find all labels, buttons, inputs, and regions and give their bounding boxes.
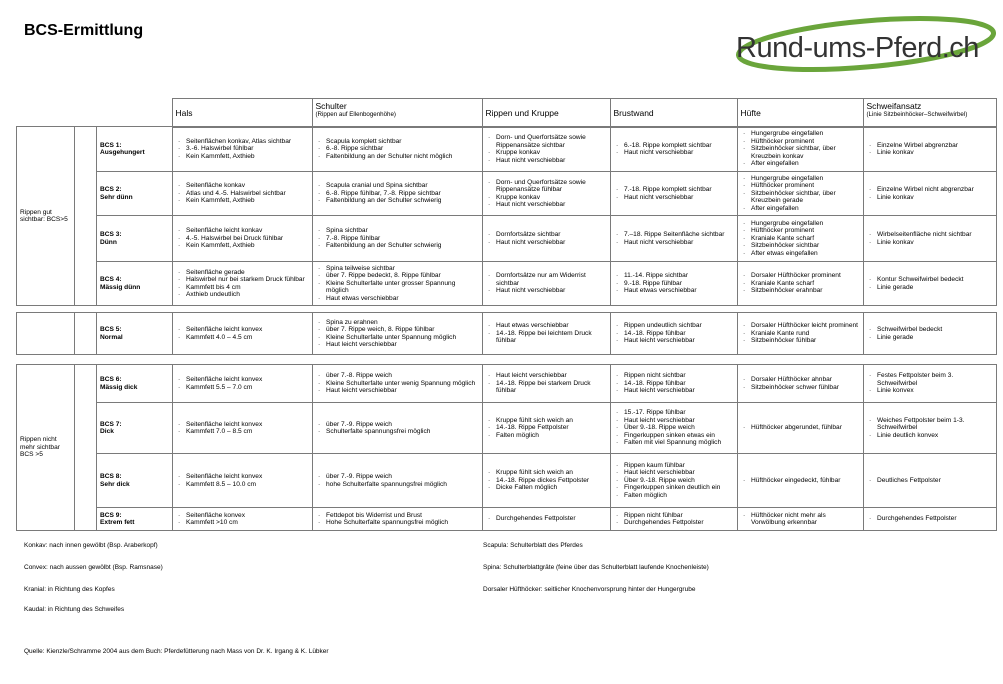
criterion-item: · Hungergrube eingefallen <box>741 130 860 138</box>
criterion-item: · Kruppe fühlt sich weich an <box>486 417 607 425</box>
criterion-item: · 14.-18. Rippe dickes Fettpolster <box>486 477 607 485</box>
criterion-item: · After eingefallen <box>741 205 860 213</box>
cell-huefte <box>738 403 864 454</box>
criterion-item: · Sitzbeinhöcker schwer fühlbar <box>741 384 860 392</box>
criterion-item: · 6.-18. Rippe komplett sichtbar <box>614 142 734 150</box>
criterion-item: · Kammfett >10 cm <box>176 519 309 527</box>
criterion-item: · Sitzbeinhöcker sichtbar <box>741 242 860 250</box>
criterion-item: · Hüfthöcker prominent <box>741 182 860 190</box>
criterion-item: · Dicke Falten möglich <box>486 484 607 492</box>
page-title: BCS-Ermittlung <box>24 22 144 39</box>
cell-hals <box>173 508 313 531</box>
column-header-schulter: Schulter (Rippen auf Ellenbogenhöhe) <box>312 99 482 128</box>
criterion-item: · Haut leicht verschiebbar <box>614 469 734 477</box>
criterion-item: · 7.–18. Rippe Seitenfläche sichtbar <box>614 231 734 239</box>
criterion-item: · Haut nicht verschiebbar <box>486 157 607 165</box>
criterion-item: · 7.-8. Rippe fühlbar <box>316 235 479 243</box>
criterion-item: · Kraniale Kante scharf <box>741 280 860 288</box>
criterion-item: · Seitenfläche leicht konvex <box>176 376 309 384</box>
criterion-item: · Faltenbildung an der Schulter schwierig <box>316 242 479 250</box>
group-vertical-thin <box>75 127 97 306</box>
bcs-thin-table <box>16 126 997 306</box>
cell-schweifansatz <box>864 508 997 531</box>
criterion-item: · After etwas eingefallen <box>741 250 860 258</box>
criterion-item: · Dorn- und Querfortsätze sowie Rippenansätze fühlbar <box>486 179 607 194</box>
cell-schulter <box>313 216 483 262</box>
criterion-item: · 6.-8. Rippe fühlbar, 7.-8. Rippe sichtbar <box>316 190 479 198</box>
criterion-item: · hohe Schulterfalte spannungsfrei möglich <box>316 481 479 489</box>
criterion-item: · Dornfortsätze nur am Widerrist sichtbar <box>486 272 607 287</box>
cell-hals <box>173 313 313 355</box>
group-vertical-thick <box>75 365 97 531</box>
criterion-item: · Hungergrube eingefallen <box>741 220 860 228</box>
criterion-item: · Kleine Schulterfalte unter Spannung möglich <box>316 334 479 342</box>
cell-huefte <box>738 262 864 306</box>
cell-schulter <box>313 313 483 355</box>
criterion-item: · Axthieb undeutlich <box>176 291 309 299</box>
criterion-item: · Haut leicht verschiebbar <box>486 372 607 380</box>
cell-huefte <box>738 454 864 508</box>
criterion-item: · Dorsaler Hüfthöcker leicht prominent <box>741 322 860 330</box>
criterion-item: · Atlas und 4.-5. Halswirbel sichtbar <box>176 190 309 198</box>
cell-huefte <box>738 313 864 355</box>
criterion-item: · über 7.-9. Rippe weich <box>316 473 479 481</box>
criterion-item: · Sitzbeinhöcker fühlbar <box>741 337 860 345</box>
cell-schulter <box>313 454 483 508</box>
criterion-item: · 14.-18. Rippe bei starkem Druck fühlbar <box>486 380 607 395</box>
cell-rippen <box>483 365 611 403</box>
criterion-item: · Haut leicht verschiebbar <box>316 341 479 349</box>
criterion-item: · Fettdepot bis Widerrist und Brust <box>316 512 479 520</box>
criterion-item: · Hüfthöcker prominent <box>741 227 860 235</box>
criterion-item: · Falten möglich <box>486 432 607 440</box>
criterion-item: · Scapula komplett sichtbar <box>316 138 479 146</box>
cell-schulter <box>313 262 483 306</box>
criterion-item: · Faltenbildung an der Schulter nicht möglich <box>316 153 479 161</box>
cell-rippen <box>483 216 611 262</box>
criterion-item: · Hüfthöcker prominent <box>741 138 860 146</box>
criterion-item: · Linie konkav <box>867 194 993 202</box>
criterion-item: · Haut etwas verschiebbar <box>614 287 734 295</box>
definition-kaudal: Kaudal: in Richtung des Schweifes <box>24 606 125 613</box>
criterion-item: · Dorsaler Hüfthöcker prominent <box>741 272 860 280</box>
criterion-item: · Spina teilweise sichtbar <box>316 265 479 273</box>
criterion-item: · Linie konvex <box>867 387 993 395</box>
cell-huefte <box>738 216 864 262</box>
bcs-label: BCS 9: Extrem fett <box>97 508 173 531</box>
criterion-item: · Kruppe konkav <box>486 149 607 157</box>
cell-rippen <box>483 508 611 531</box>
criterion-item: · Kleine Schulterfalte unter wenig Spannung möglich <box>316 380 479 388</box>
criterion-item: · Falten möglich <box>614 492 734 500</box>
criterion-item: · Haut nicht verschiebbar <box>486 201 607 209</box>
cell-hals <box>173 127 313 172</box>
criterion-item: · über 7. Rippe weich, 8. Rippe fühlbar <box>316 326 479 334</box>
criterion-item: · Dorn- und Querfortsätze sowie Rippenansätze sichtbar <box>486 134 607 149</box>
criterion-item: · Kammfett 4.0 – 4.5 cm <box>176 334 309 342</box>
criterion-item: · Haut leicht verschiebbar <box>316 387 479 395</box>
criterion-item: · 4.-5. Halswirbel bei Druck fühlbar <box>176 235 309 243</box>
cell-brustwand <box>611 172 738 216</box>
cell-schulter <box>313 365 483 403</box>
criterion-item: · 3.-6. Halswirbel fühlbar <box>176 145 309 153</box>
criterion-item: · Wirbelseitenfläche nicht sichtbar <box>867 231 993 239</box>
definition-konkav: Konkav: nach innen gewölbt (Bsp. Araberkopf) <box>24 542 158 549</box>
criterion-item: · Haut leicht verschiebbar <box>614 417 734 425</box>
criterion-item: · Sitzbeinhöcker sichtbar, über Kreuzbein gerade <box>741 190 860 205</box>
criterion-item: · Fingerkuppen sinken deutlich ein <box>614 484 734 492</box>
cell-brustwand <box>611 454 738 508</box>
criterion-item: · Kruppe fühlt sich weich an <box>486 469 607 477</box>
criterion-item: · Spina zu erahnen <box>316 319 479 327</box>
cell-schweifansatz <box>864 172 997 216</box>
cell-hals <box>173 262 313 306</box>
criterion-item: · Kammfett 5.5 – 7.0 cm <box>176 384 309 392</box>
cell-brustwand <box>611 508 738 531</box>
criterion-item: · Fingerkuppen sinken etwas ein <box>614 432 734 440</box>
criterion-item: · Linie deutlich konvex <box>867 432 993 440</box>
criterion-item: · Seitenflächen konkav, Atlas sichtbar <box>176 138 309 146</box>
criterion-item: · Linie gerade <box>867 284 993 292</box>
criterion-item: · Haut etwas verschiebbar <box>486 322 607 330</box>
criterion-item: · Haut leicht verschiebbar <box>614 337 734 345</box>
criterion-item: · Hungergrube eingefallen <box>741 175 860 183</box>
criterion-item: · Hüfthöcker nicht mehr als Vorwölbung erkennbar <box>741 512 860 527</box>
bcs-row-1 <box>17 127 997 172</box>
criterion-item: · Über 9.-18. Rippe weich <box>614 424 734 432</box>
criterion-item: · Haut nicht verschiebbar <box>486 239 607 247</box>
criterion-item: · Kein Kammfett, Axthieb <box>176 242 309 250</box>
criterion-item: · Durchgehendes Fettpolster <box>486 515 607 523</box>
criterion-item: · Dorsaler Hüfthöcker ahnbar <box>741 376 860 384</box>
criterion-item: · 6.-8. Rippe sichtbar <box>316 145 479 153</box>
cell-brustwand <box>611 127 738 172</box>
cell-brustwand <box>611 262 738 306</box>
criterion-item: · 7.-18. Rippe komplett sichtbar <box>614 186 734 194</box>
cell-schweifansatz <box>864 313 997 355</box>
criterion-item: · Sitzbeinhöcker sichtbar, über Kreuzbein konkav <box>741 145 860 160</box>
cell-hals <box>173 172 313 216</box>
criterion-item: · Hüfthöcker eingedeckt, fühlbar <box>741 477 860 485</box>
criterion-item: · Deutliches Fettpolster <box>867 477 993 485</box>
criterion-item: · Haut etwas verschiebbar <box>316 295 479 303</box>
criterion-item: · Seitenfläche konkav <box>176 182 309 190</box>
criterion-item: · über 7.-8. Rippe weich <box>316 372 479 380</box>
cell-hals <box>173 454 313 508</box>
criterion-item: · über 7. Rippe bedeckt, 8. Rippe fühlbar <box>316 272 479 280</box>
logo-text: Rund-ums-Pferd.ch <box>736 32 979 64</box>
cell-schweifansatz <box>864 403 997 454</box>
criterion-item: · Halswirbel nur bei starkem Druck fühlbar <box>176 276 309 284</box>
criterion-item: · Kleine Schulterfalte unter grosser Spannung möglich <box>316 280 479 295</box>
cell-huefte <box>738 127 864 172</box>
criterion-item: · Schulterfalte spannungsfrei möglich <box>316 428 479 436</box>
definition-scapula: Scapula: Schulterblatt des Pferdes <box>483 542 583 549</box>
column-header-rippen: Rippen und Kruppe <box>482 99 610 128</box>
logo <box>726 14 996 76</box>
criterion-item: · Seitenfläche konvex <box>176 512 309 520</box>
criterion-item: · Rippen kaum fühlbar <box>614 462 734 470</box>
cell-schweifansatz <box>864 454 997 508</box>
criterion-item: · Kein Kammfett, Axthieb <box>176 153 309 161</box>
criterion-item: · Seitenfläche leicht konvex <box>176 473 309 481</box>
bcs-header-table <box>16 98 997 128</box>
criterion-item: · Durchgehendes Fettpolster <box>614 519 734 527</box>
criterion-item: · 14.-18. Rippe bei leichtem Druck fühlbar <box>486 330 607 345</box>
cell-brustwand <box>611 313 738 355</box>
criterion-item: · Hohe Schulterfalte spannungsfrei möglich <box>316 519 479 527</box>
criterion-item: · Kammfett 7.0 – 8.5 cm <box>176 428 309 436</box>
bcs-label: BCS 1: Ausgehungert <box>97 127 173 172</box>
criterion-item: · Haut nicht verschiebbar <box>614 194 734 202</box>
bcs-label: BCS 6: Mässig dick <box>97 365 173 403</box>
criterion-item: · Rippen undeutlich sichtbar <box>614 322 734 330</box>
source-note: Quelle: Kienzle/Schramme 2004 aus dem Buch: Pferdefütterung nach Mass von Dr. K. Irgang & K. Lübker <box>24 648 329 655</box>
criterion-item: · Faltenbildung an der Schulter schwierig <box>316 197 479 205</box>
criterion-item: · Seitenfläche leicht konvex <box>176 326 309 334</box>
bcs-row-2 <box>17 172 997 216</box>
criterion-item: · Schweifwirbel bedeckt <box>867 326 993 334</box>
bcs-row-8 <box>17 454 997 508</box>
criterion-item: · 14.-18. Rippe Fettpolster <box>486 424 607 432</box>
cell-rippen <box>483 172 611 216</box>
criterion-item: · After eingefallen <box>741 160 860 168</box>
cell-schweifansatz <box>864 127 997 172</box>
bcs-normal-table <box>16 312 997 355</box>
bcs-row-5 <box>17 313 997 355</box>
criterion-item: · Linie konkav <box>867 239 993 247</box>
cell-hals <box>173 403 313 454</box>
cell-rippen <box>483 454 611 508</box>
criterion-item: · Hüfthöcker abgerundet, fühlbar <box>741 424 860 432</box>
criterion-item: · Einzelne Wirbel abgrenzbar <box>867 142 993 150</box>
group-label-thin: Rippen gut sichtbar: BCS>5 <box>17 127 75 306</box>
criterion-item: · Einzelne Wirbel nicht abgrenzbar <box>867 186 993 194</box>
cell-schulter <box>313 403 483 454</box>
cell-schweifansatz <box>864 365 997 403</box>
criterion-item: · Dornfortsätze sichtbar <box>486 231 607 239</box>
criterion-item: · 15.-17. Rippe fühlbar <box>614 409 734 417</box>
criterion-item: · Scapula cranial und Spina sichtbar <box>316 182 479 190</box>
cell-brustwand <box>611 403 738 454</box>
criterion-item: · Kraniale Kante rund <box>741 330 860 338</box>
bcs-label: BCS 8: Sehr dick <box>97 454 173 508</box>
criterion-item: · Seitenfläche leicht konkav <box>176 227 309 235</box>
criterion-item: · Linie konkav <box>867 149 993 157</box>
bcs-label: BCS 7: Dick <box>97 403 173 454</box>
criterion-item: · Kruppe konkav <box>486 194 607 202</box>
criterion-item: · Rippen nicht sichtbar <box>614 372 734 380</box>
cell-rippen <box>483 127 611 172</box>
criterion-item: · Falten mit viel Spannung möglich <box>614 439 734 447</box>
cell-schulter <box>313 127 483 172</box>
criterion-item: · 14.-18. Rippe fühlbar <box>614 380 734 388</box>
bcs-row-3 <box>17 216 997 262</box>
cell-schweifansatz <box>864 216 997 262</box>
bcs-row-6 <box>17 365 997 403</box>
criterion-item: · Kein Kammfett, Axthieb <box>176 197 309 205</box>
criterion-item: · Seitenfläche leicht konvex <box>176 421 309 429</box>
group-label-thick: Rippen nicht mehr sichtbar BCS >5 <box>17 365 75 531</box>
criterion-item: · Durchgehendes Fettpolster <box>867 515 993 523</box>
criterion-item: · Festes Fettpolster beim 3. Schweifwirbel <box>867 372 993 387</box>
cell-hals <box>173 216 313 262</box>
criterion-item: · Spina sichtbar <box>316 227 479 235</box>
criterion-item: · Sitzbeinhöcker erahnbar <box>741 287 860 295</box>
cell-rippen <box>483 403 611 454</box>
column-header-hals: Hals <box>172 99 312 128</box>
definition-konvex: Convex: nach aussen gewölbt (Bsp. Ramsnase) <box>24 564 163 571</box>
bcs-label: BCS 3: Dünn <box>97 216 173 262</box>
criterion-item: · Weiches Fettpolster beim 1-3. Schweifwirbel <box>867 417 993 432</box>
cell-schulter <box>313 508 483 531</box>
cell-brustwand <box>611 365 738 403</box>
cell-huefte <box>738 365 864 403</box>
criterion-item: · Haut nicht verschiebbar <box>614 149 734 157</box>
cell-schulter <box>313 172 483 216</box>
column-header-schweifansatz: Schweifansatz (Linie Sitzbeinhöcker–Schweifwirbel) <box>863 99 996 128</box>
criterion-item: · Linie gerade <box>867 334 993 342</box>
criterion-item: · Kammfett 8.5 – 10.0 cm <box>176 481 309 489</box>
bcs-label: BCS 2: Sehr dünn <box>97 172 173 216</box>
cell-huefte <box>738 508 864 531</box>
bcs-row-7 <box>17 403 997 454</box>
cell-rippen <box>483 313 611 355</box>
bcs-row-9 <box>17 508 997 531</box>
criterion-item: · Über 9.-18. Rippe weich <box>614 477 734 485</box>
definition-kranial: Kranial: in Richtung des Kopfes <box>24 586 115 593</box>
criterion-item: · 11.-14. Rippe sichtbar <box>614 272 734 280</box>
criterion-item: · Haut leicht verschiebbar <box>614 387 734 395</box>
bcs-label: BCS 5: Normal <box>97 313 173 355</box>
criterion-item: · Seitenfläche gerade <box>176 269 309 277</box>
criterion-item: · über 7.-9. Rippe weich <box>316 421 479 429</box>
criterion-item: · Kraniale Kante scharf <box>741 235 860 243</box>
cell-huefte <box>738 172 864 216</box>
cell-brustwand <box>611 216 738 262</box>
bcs-label: BCS 4: Mässig dünn <box>97 262 173 306</box>
criterion-item: · 9.-18. Rippe fühlbar <box>614 280 734 288</box>
definition-spina: Spina: Schulterblattgräte (feine über das Schulterblatt laufende Knochenleiste) <box>483 564 709 571</box>
cell-schweifansatz <box>864 262 997 306</box>
column-header-huefte: Hüfte <box>737 99 863 128</box>
cell-rippen <box>483 262 611 306</box>
criterion-item: · 14.-18. Rippe fühlbar <box>614 330 734 338</box>
criterion-item: · Haut nicht verschiebbar <box>614 239 734 247</box>
definition-dorsaler-huefthoecker: Dorsaler Hüfthöcker: seitlicher Knochenvorsprung hinter der Hungergrube <box>483 586 696 593</box>
column-header-brustwand: Brustwand <box>610 99 737 128</box>
criterion-item: · Haut nicht verschiebbar <box>486 287 607 295</box>
criterion-item: · Kammfett bis 4 cm <box>176 284 309 292</box>
cell-hals <box>173 365 313 403</box>
criterion-item: · Rippen nicht fühlbar <box>614 512 734 520</box>
criterion-item: · Kontur Schweifwirbel bedeckt <box>867 276 993 284</box>
bcs-thick-table <box>16 364 997 531</box>
bcs-row-4 <box>17 262 997 306</box>
